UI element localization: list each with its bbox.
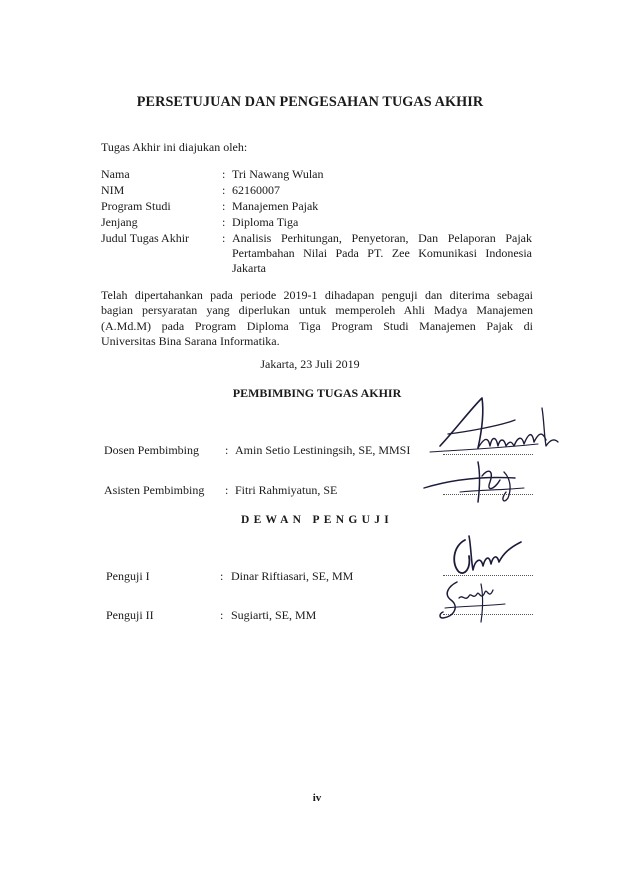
field-value-judul-line-3: Jakarta	[232, 261, 266, 275]
intro-text: Tugas Akhir ini diajukan oleh:	[101, 140, 248, 154]
board-heading: DEWAN PENGUJI	[240, 514, 394, 526]
field-label-nama: Nama	[101, 167, 130, 181]
defense-paragraph	[101, 288, 533, 349]
supervisor-name: Amin Setio Lestiningsih, SE, MMSI	[235, 443, 411, 457]
signature-assistant	[420, 458, 540, 506]
field-value-nim: 62160007	[232, 183, 280, 197]
field-value-judul-line-2: Pertambahan Nilai Pada PT. Zee Komunikasi Indonesia	[232, 246, 532, 260]
signature-examiner-1	[445, 528, 535, 578]
examiner-2-role: Penguji II	[106, 608, 154, 622]
signature-supervisor	[420, 390, 580, 462]
colon: :	[222, 183, 226, 197]
supervisor-role: Dosen Pembimbing	[104, 443, 199, 457]
field-label-nim: NIM	[101, 183, 125, 197]
field-value-judul-line-1: Analisis Perhitungan, Penyetoran, Dan Pelaporan Pajak	[232, 231, 532, 245]
colon: :	[222, 231, 226, 245]
paragraph-line: Telah dipertahankan pada periode 2019-1 dihadapan penguji dan diterima sebagai	[101, 288, 533, 302]
colon: :	[220, 569, 224, 583]
colon: :	[222, 167, 226, 181]
field-value-nama: Tri Nawang Wulan	[232, 167, 324, 181]
assistant-role: Asisten Pembimbing	[104, 483, 205, 497]
field-label-judul: Judul Tugas Akhir	[101, 231, 190, 245]
examiner-1-name: Dinar Riftiasari, SE, MM	[231, 569, 354, 583]
field-label-program-studi: Program Studi	[101, 199, 171, 213]
field-value-program-studi: Manajemen Pajak	[232, 199, 319, 213]
paragraph-line: (A.Md.M) pada Program Diploma Tiga Program Studi Manajemen Pajak di	[101, 318, 533, 333]
colon: :	[225, 483, 229, 497]
colon: :	[222, 215, 226, 229]
paragraph-line: bagian persyaratan yang diperlukan untuk memperoleh Ahli Madya Manajemen	[101, 303, 533, 318]
paragraph-line: Universitas Bina Sarana Informatika.	[101, 333, 280, 348]
field-value-jenjang: Diploma Tiga	[232, 215, 299, 229]
examiner-2-name: Sugiarti, SE, MM	[231, 608, 317, 622]
colon: :	[225, 443, 229, 457]
field-label-jenjang: Jenjang	[101, 215, 138, 229]
assistant-name: Fitri Rahmiyatun, SE	[235, 483, 338, 497]
supervisor-heading: PEMBIMBING TUGAS AKHIR	[232, 386, 402, 400]
examiner-1-role: Penguji I	[106, 569, 150, 583]
colon: :	[222, 199, 226, 213]
page-title: PERSETUJUAN DAN PENGESAHAN TUGAS AKHIR	[136, 94, 484, 110]
place-date: Jakarta, 23 Juli 2019	[260, 357, 360, 371]
page-number: iv	[312, 792, 322, 804]
signature-examiner-2	[435, 578, 515, 624]
colon: :	[220, 608, 224, 622]
